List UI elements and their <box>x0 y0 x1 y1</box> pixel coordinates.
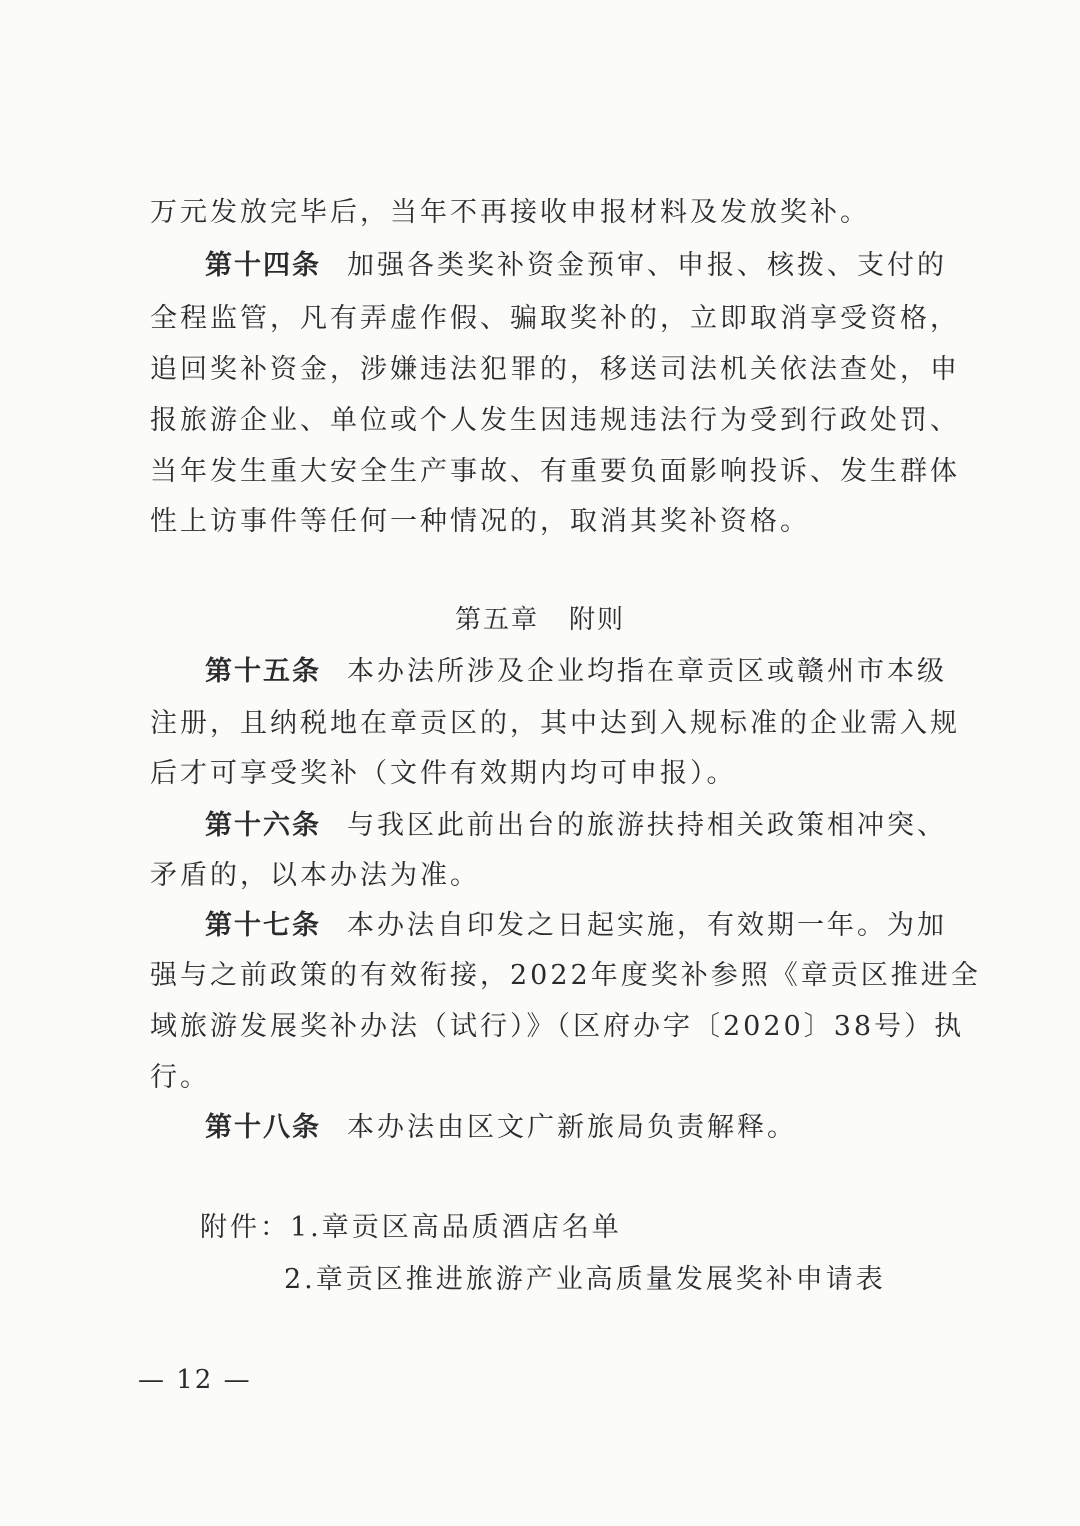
paragraph-line: 行。 <box>150 1062 210 1093</box>
paragraph-line: 报旅游企业、单位或个人发生因违规违法行为受到行政处罚、 <box>150 405 960 436</box>
article-text: 本办法所涉及企业均指在章贡区或赣州市本级 <box>347 656 947 687</box>
paragraph-line: 后才可享受奖补（文件有效期内均可申报）。 <box>150 758 737 789</box>
article-text: 加强各类奖补资金预审、申报、核拨、支付的 <box>347 250 947 281</box>
paragraph-line: 万元发放完毕后，当年不再接收申报材料及发放奖补。 <box>150 197 870 228</box>
paragraph-line: 当年发生重大安全生产事故、有重要负面影响投诉、发生群体 <box>150 456 960 487</box>
attachments-line-1 <box>200 1200 940 1256</box>
attachments-line-2 <box>284 1252 940 1308</box>
article-label: 第十六条 <box>205 810 321 841</box>
article-text: 本办法自印发之日起实施，有效期一年。为加 <box>347 910 947 941</box>
article-label: 第十五条 <box>205 656 321 687</box>
article-text: 与我区此前出台的旅游扶持相关政策相冲突、 <box>347 810 947 841</box>
chapter-heading <box>0 592 1080 648</box>
paragraph-line: 强与之前政策的有效衔接，2022年度奖补参照《章贡区推进全 <box>150 960 981 991</box>
article-18-heading <box>205 1100 940 1156</box>
article-15-heading <box>205 644 947 700</box>
article-label: 第十八条 <box>205 1112 321 1143</box>
chapter-title: 附则 <box>569 605 626 635</box>
article-text: 本办法由区文广新旅局负责解释。 <box>347 1112 797 1143</box>
paragraph-line: 性上访事件等任何一种情况的，取消其奖补资格。 <box>150 506 810 537</box>
attachment-item: 1.章贡区高品质酒店名单 <box>290 1212 622 1243</box>
chapter-number: 第五章 <box>454 605 539 635</box>
article-label: 第十七条 <box>205 910 321 941</box>
article-16-heading <box>205 798 947 854</box>
article-14-heading <box>205 238 947 294</box>
paragraph-line: 域旅游发展奖补办法（试行）》（区府办字〔2020〕38号）执 <box>150 1011 965 1042</box>
attachment-item: 2.章贡区推进旅游产业高质量发展奖补申请表 <box>284 1264 886 1295</box>
article-17-heading <box>205 898 947 954</box>
paragraph-line: 矛盾的，以本办法为准。 <box>150 860 480 891</box>
attachments-label: 附件： <box>200 1212 290 1243</box>
paragraph-line: 全程监管，凡有弄虚作假、骗取奖补的，立即取消享受资格， <box>150 303 960 334</box>
paragraph-line: 注册，且纳税地在章贡区的，其中达到入规标准的企业需入规 <box>150 708 960 739</box>
article-label: 第十四条 <box>205 250 321 281</box>
paragraph-line: 追回奖补资金，涉嫌违法犯罪的，移送司法机关依法查处，申 <box>150 354 960 385</box>
page-number: — 12 — <box>138 1365 252 1395</box>
